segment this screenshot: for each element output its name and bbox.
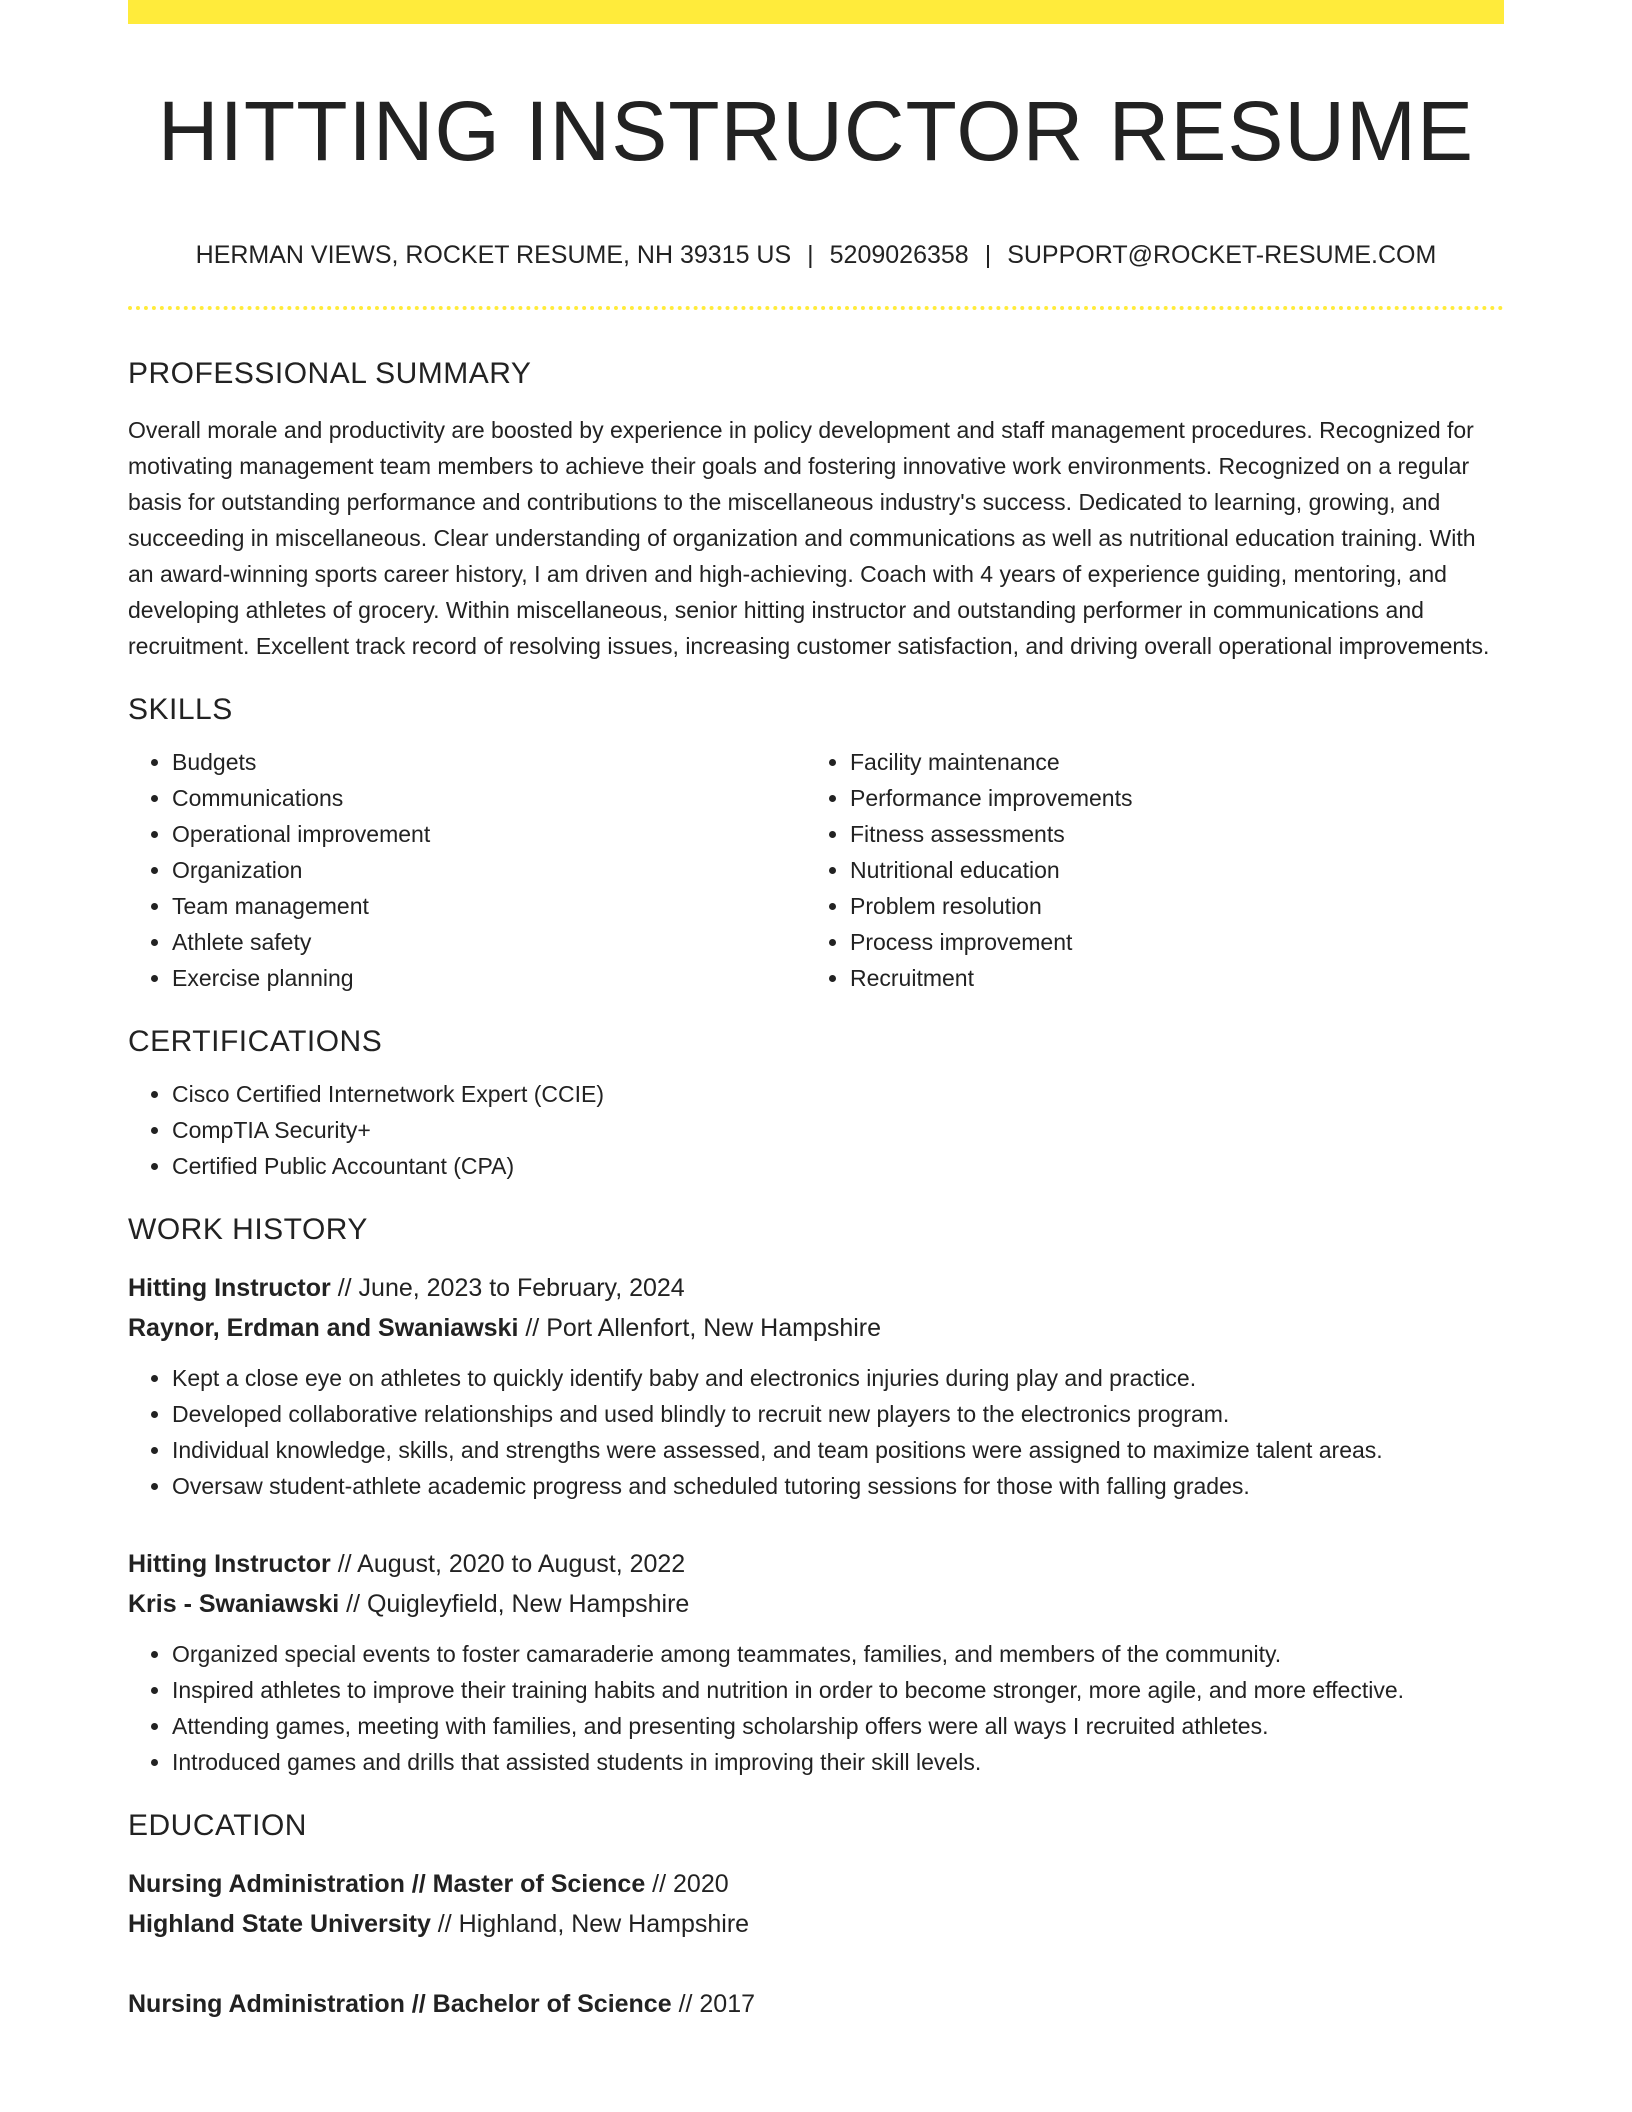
skill-item: • Facility maintenance — [850, 744, 1484, 780]
education-entry — [128, 1984, 1504, 2024]
work-history-heading: WORK HISTORY — [128, 1213, 368, 1246]
job-bullet: • Kept a close eye on athletes to quickly identify baby and electronics injuries during play and practice. — [172, 1360, 1504, 1396]
summary-heading: PROFESSIONAL SUMMARY — [128, 357, 532, 390]
skills-columns — [128, 744, 1504, 996]
skill-item: • Process improvement — [850, 924, 1484, 960]
contact-separator: | — [984, 241, 992, 269]
skill-item: • Nutritional education — [850, 852, 1484, 888]
certification-item: • Cisco Certified Internetwork Expert (CCIE) — [172, 1076, 1504, 1112]
dotted-divider — [128, 306, 1504, 310]
education-degree: Nursing Administration // Bachelor of Science — [128, 1990, 672, 2018]
job-company-line — [128, 1308, 1504, 1348]
skill-item: • Fitness assessments — [850, 816, 1484, 852]
certifications-list — [128, 1076, 1504, 1184]
skill-item: • Organization — [172, 852, 806, 888]
skill-item: • Athlete safety — [172, 924, 806, 960]
skill-item: • Budgets — [172, 744, 806, 780]
education-year: // 2017 — [671, 1990, 756, 2018]
skill-item: • Performance improvements — [850, 780, 1484, 816]
job-company-line — [128, 1584, 1504, 1624]
education-degree-line — [128, 1984, 1504, 2024]
skill-item: • Team management — [172, 888, 806, 924]
skill-item: • Recruitment — [850, 960, 1484, 996]
education-school: Highland State University — [128, 1910, 431, 1938]
skills-heading: SKILLS — [128, 693, 233, 726]
skills-left-list — [128, 744, 806, 996]
skill-item: • Exercise planning — [172, 960, 806, 996]
contact-separator: | — [807, 241, 814, 269]
job-entry — [128, 1544, 1504, 1780]
resume-content — [128, 352, 1504, 2024]
skills-section — [128, 688, 1504, 996]
education-school-line — [128, 1904, 1504, 1944]
job-company: Raynor, Erdman and Swaniawski — [128, 1314, 519, 1342]
skill-item: • Operational improvement — [172, 816, 806, 852]
job-bullet: • Individual knowledge, skills, and strengths were assessed, and team positions were assigned to maximize talent areas. — [172, 1432, 1504, 1468]
job-bullet: • Introduced games and drills that assisted students in improving their skill levels. — [172, 1744, 1504, 1780]
education-location: // Highland, New Hampshire — [430, 1910, 750, 1938]
job-bullet: • Attending games, meeting with families, and presenting scholarship offers were all ways I recruited athletes. — [172, 1708, 1504, 1744]
education-year: // 2020 — [645, 1870, 729, 1898]
certifications-section — [128, 1020, 1504, 1184]
contact-phone: 5209026358 — [829, 241, 969, 269]
job-bullet: • Oversaw student-athlete academic progress and scheduled tutoring sessions for those with falling grades. — [172, 1468, 1504, 1504]
job-bullet: • Inspired athletes to improve their training habits and nutrition in order to become stronger, more agile, and more effective. — [172, 1672, 1504, 1708]
job-bullets — [128, 1360, 1504, 1504]
summary-text: Overall morale and productivity are boosted by experience in policy development and staff management procedures. Recognized for motivating management team members to achieve their goals and fostering innovative work environments. Recognized on a regular basis for outstanding performance and contributions to the miscellaneous industry's success. Dedicated to learning, growing, and succeeding in miscellaneous. Clear understanding of organization and communications as well as nutritional education training. With an award-winning sports career history, I am driven and high-achieving. Coach with 4 years of experience guiding, mentoring, and developing athletes of grocery. Within miscellaneous, senior hitting instructor and outstanding performer in communications and recruitment. Excellent track record of resolving issues, increasing customer satisfaction, and driving overall operational improvements. — [128, 417, 1490, 659]
job-location: // Port Allenfort, New Hampshire — [518, 1314, 882, 1342]
education-heading: EDUCATION — [128, 1809, 307, 1842]
certifications-heading: CERTIFICATIONS — [128, 1025, 383, 1058]
education-degree: Nursing Administration // Master of Science — [128, 1870, 646, 1898]
top-accent-bar — [128, 0, 1504, 24]
job-title: Hitting Instructor — [128, 1274, 331, 1302]
contact-line — [128, 234, 1504, 276]
contact-email: SUPPORT@ROCKET-RESUME.COM — [1007, 241, 1437, 269]
job-bullets — [128, 1636, 1504, 1780]
resume-title: HITTING INSTRUCTOR RESUME — [157, 84, 1475, 178]
job-dates: // June, 2023 to February, 2024 — [330, 1274, 685, 1302]
job-dates: // August, 2020 to August, 2022 — [330, 1550, 686, 1578]
education-section — [128, 1804, 1504, 2024]
job-title-line — [128, 1544, 1504, 1584]
certification-item: • Certified Public Accountant (CPA) — [172, 1148, 1504, 1184]
job-bullet: • Organized special events to foster camaraderie among teammates, families, and members of the community. — [172, 1636, 1504, 1672]
contact-address: HERMAN VIEWS, ROCKET RESUME, NH 39315 US — [195, 241, 792, 269]
work-history-section — [128, 1208, 1504, 1780]
skill-item: • Problem resolution — [850, 888, 1484, 924]
job-bullet: • Developed collaborative relationships and used blindly to recruit new players to the electronics program. — [172, 1396, 1504, 1432]
job-company: Kris - Swaniawski — [128, 1590, 340, 1618]
education-degree-line — [128, 1864, 1504, 1904]
job-title-line — [128, 1268, 1504, 1308]
certification-item: • CompTIA Security+ — [172, 1112, 1504, 1148]
job-entry — [128, 1268, 1504, 1504]
skill-item: • Communications — [172, 780, 806, 816]
summary-section — [128, 352, 1504, 664]
education-entry — [128, 1864, 1504, 1944]
skills-right-list — [806, 744, 1484, 996]
job-location: // Quigleyfield, New Hampshire — [339, 1590, 690, 1618]
job-title: Hitting Instructor — [128, 1550, 331, 1578]
